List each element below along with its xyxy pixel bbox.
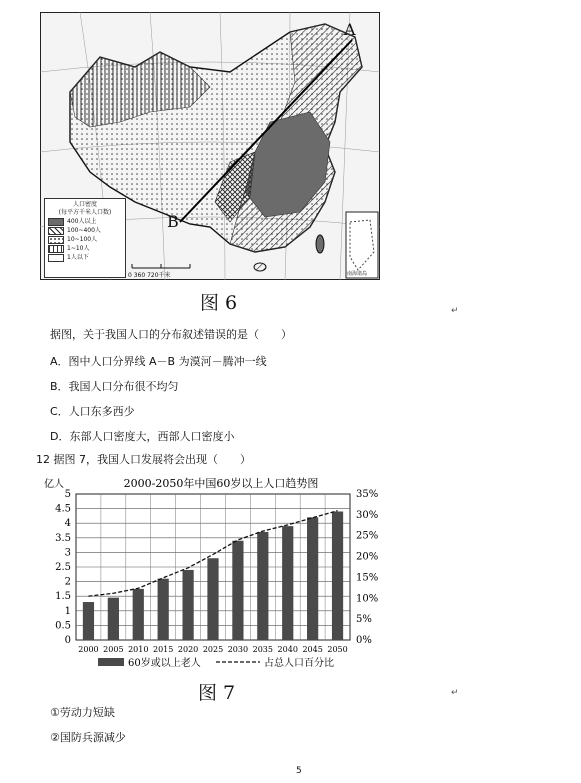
- x-tick-label: 2040: [277, 645, 298, 654]
- bar: [282, 526, 293, 640]
- x-tick-label: 2050: [327, 645, 348, 654]
- y-tick-label: 3.5: [55, 532, 71, 544]
- x-tick-label: 2010: [128, 645, 149, 654]
- y-tick-label: 2: [64, 576, 71, 588]
- y-axis-label: 亿人: [44, 479, 64, 490]
- x-tick-label: 2025: [202, 645, 224, 654]
- y-tick-label: 4: [64, 518, 71, 530]
- bar: [108, 598, 119, 640]
- y-tick-label: 1: [64, 605, 71, 617]
- legend-label-line: 占总人口百分比: [264, 658, 334, 669]
- x-tick-label: 2005: [103, 645, 124, 654]
- divide-label-b: B: [167, 212, 179, 231]
- inset-label: 南海诸岛: [347, 271, 368, 277]
- paragraph-mark: ↵: [451, 306, 459, 316]
- figure-7-caption: 图 7: [198, 682, 236, 704]
- legend-item: 100~400人: [48, 226, 125, 235]
- question-12-option-2: ②国防兵源减少: [50, 731, 126, 744]
- x-tick-label: 2015: [153, 645, 174, 654]
- question-11-option-d: D．东部人口密度大，西部人口密度小: [50, 430, 235, 443]
- legend-title: 人口密度: [72, 201, 97, 208]
- legend-item: 10~100人: [48, 235, 125, 244]
- x-tick-label: 2020: [177, 645, 199, 654]
- bar: [307, 517, 318, 640]
- legend-label-bars: 60岁或以上老人: [128, 658, 201, 669]
- bar: [207, 558, 218, 640]
- paragraph-mark: ↵: [451, 688, 459, 698]
- question-11-stem: 据图，关于我国人口的分布叙述错误的是（ ）: [50, 328, 292, 341]
- elderly-population-chart: [40, 474, 390, 674]
- y2-tick-label: 35%: [356, 489, 379, 500]
- bar: [232, 541, 243, 640]
- y2-tick-label: 10%: [356, 593, 379, 605]
- map-legend: [44, 198, 126, 278]
- legend-swatch-bars: [98, 658, 124, 666]
- divide-label-a: A: [344, 20, 356, 39]
- y2-tick-label: 30%: [356, 509, 379, 521]
- y2-tick-label: 5%: [356, 614, 372, 626]
- question-11-option-a: A．图中人口分界线 A－B 为漠河－腾冲一线: [50, 355, 267, 368]
- scale-text: 0 360 720千米: [128, 272, 171, 279]
- chart-svg: [40, 474, 390, 674]
- question-11-option-c: C．人口东多西少: [50, 405, 135, 418]
- y-tick-label: 3: [64, 547, 71, 559]
- legend-item: 1~10人: [48, 244, 125, 253]
- question-11-option-b: B．我国人口分布很不均匀: [50, 380, 179, 393]
- y2-tick-label: 15%: [356, 572, 379, 584]
- x-tick-label: 2030: [227, 645, 249, 654]
- page-number: 5: [296, 766, 302, 776]
- x-tick-label: 2035: [252, 645, 273, 654]
- legend-item: 1人以下: [48, 253, 125, 262]
- y-tick-label: 0.5: [55, 620, 71, 632]
- bar: [257, 532, 268, 640]
- x-tick-label: 2000: [78, 645, 99, 654]
- bar: [182, 570, 193, 640]
- question-12-option-1: ①劳动力短缺: [50, 706, 115, 719]
- bar: [158, 579, 169, 640]
- legend-subtitle: (每平方千米人口数): [58, 209, 112, 216]
- y-tick-label: 0: [64, 635, 71, 646]
- legend-item: 400人以上: [48, 217, 125, 226]
- bar: [332, 512, 343, 640]
- bar: [83, 602, 94, 640]
- x-tick-label: 2045: [302, 645, 323, 654]
- question-12-stem: 12 据图 7，我国人口发展将会出现（ ）: [36, 453, 251, 466]
- y-tick-label: 1.5: [55, 591, 71, 603]
- y2-tick-label: 0%: [356, 635, 372, 646]
- bar: [133, 589, 144, 640]
- y-tick-label: 2.5: [55, 562, 71, 573]
- y2-tick-label: 25%: [356, 530, 379, 542]
- y-tick-label: 5: [64, 489, 71, 500]
- chart-title: 2000-2050年中国60岁以上人口趋势图: [123, 477, 319, 490]
- figure-6-caption: 图 6: [200, 292, 238, 314]
- y-tick-label: 4.5: [55, 503, 71, 515]
- y2-tick-label: 20%: [356, 551, 379, 563]
